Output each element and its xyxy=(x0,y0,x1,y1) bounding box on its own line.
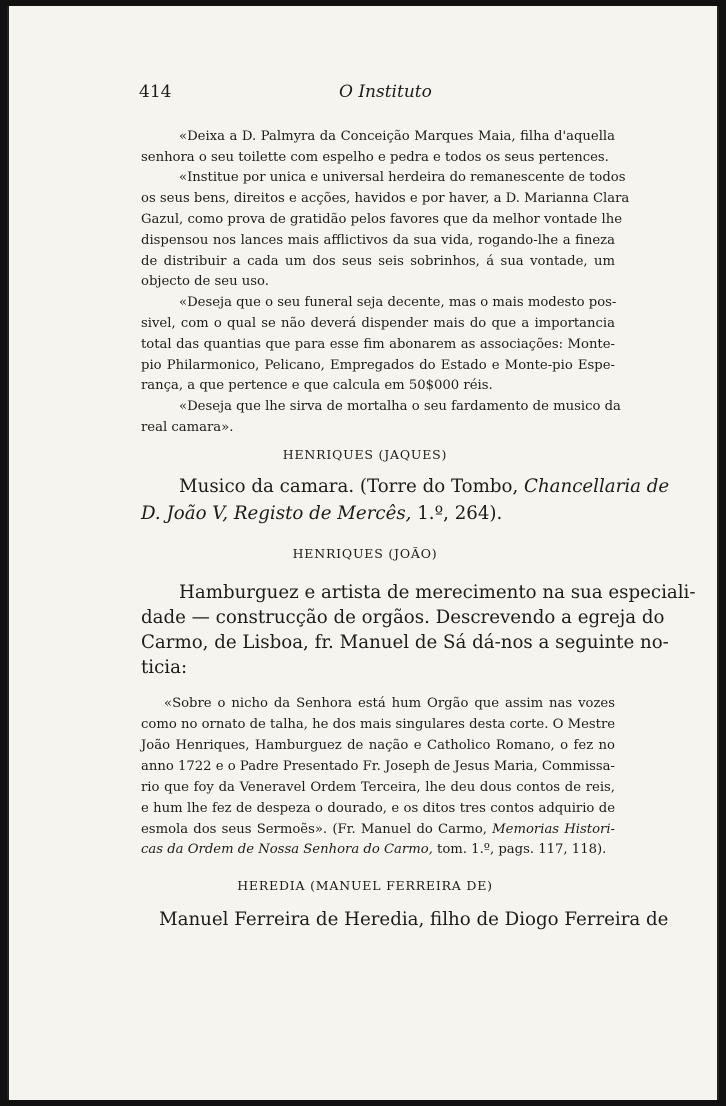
text-line: Manuel Ferreira de Heredia, filho de Diogo Ferreira de xyxy=(159,909,669,930)
text-line: Hamburguez e artista de merecimento na sua especiali- xyxy=(179,582,696,603)
text-line xyxy=(141,842,606,857)
text-line: anno 1722 e o Padre Presentado Fr. Joseph de Jesus Maria, Commissa- xyxy=(141,759,615,774)
italic-span: Chancellaria de xyxy=(524,476,670,497)
text-line: como no ornato de talha, he dos mais singulares desta corte. O Mestre xyxy=(141,717,616,732)
text-line: objecto de seu uso. xyxy=(141,274,269,289)
text-line xyxy=(179,476,670,497)
text-line: «Sobre o nicho da Senhora está hum Orgão que assim nas vozes xyxy=(164,696,615,711)
section-heading: HENRIQUES (JAQUES) xyxy=(282,447,448,462)
text-span: 1.º, 264). xyxy=(411,503,503,524)
text-line: dade — construcção de orgãos. Descrevendo a egreja do xyxy=(141,607,665,628)
text-line: senhora o seu toilette com espelho e pedra e todos os seus pertences. xyxy=(141,150,609,165)
section-heading: HENRIQUES (JOÃO) xyxy=(292,546,438,561)
italic-span: cas da Ordem de Nossa Senhora do Carmo, xyxy=(141,842,433,857)
text-line: ticia: xyxy=(141,657,188,678)
text-line: João Henriques, Hamburguez de nação e Catholico Romano, o fez no xyxy=(141,738,615,753)
text-line: rança, a que pertence e que calcula em 50$000 réis. xyxy=(141,378,493,393)
text-line xyxy=(141,503,502,524)
text-span: Musico da camara. (Torre do Tombo, xyxy=(179,476,525,497)
text-line: Carmo, de Lisboa, fr. Manuel de Sá dá-nos a seguinte no- xyxy=(141,632,669,653)
text-line xyxy=(141,822,615,837)
section-heading: HEREDIA (MANUEL FERREIRA DE) xyxy=(237,878,493,893)
running-title: O Instituto xyxy=(339,82,432,102)
text-line: real camara». xyxy=(141,420,234,435)
text-line: e hum lhe fez de despeza o dourado, e os ditos tres contos adquirio de xyxy=(141,801,615,816)
text-line: pio Philarmonico, Pelicano, Empregados do Estado e Monte-pio Espe- xyxy=(141,358,615,373)
page-number: 414 xyxy=(139,82,172,102)
text-line: de distribuir a cada um dos seus seis sobrinhos, á sua vontade, um xyxy=(141,254,615,269)
text-line: total das quantias que para esse fim abonarem as associações: Monte- xyxy=(141,337,615,352)
text-line: rio que foy da Veneravel Ordem Terceira, lhe deu dous contos de reis, xyxy=(141,780,615,795)
italic-span: Memorias Histori- xyxy=(492,822,615,837)
text-line: «Deseja que lhe sirva de mortalha o seu fardamento de musico da xyxy=(179,399,621,414)
text-line: «Deseja que o seu funeral seja decente, mas o mais modesto pos- xyxy=(179,295,617,310)
text-line: Gazul, como prova de gratidão pelos favores que da melhor vontade lhe xyxy=(141,212,623,227)
text-line: sivel, com o qual se não deverá dispender mais do que a importancia xyxy=(141,316,615,331)
text-span: tom. 1.º, pags. 117, 118). xyxy=(432,842,607,857)
italic-span: D. João V, Registo de Mercês, xyxy=(141,503,412,524)
text-line: os seus bens, direitos e acções, havidos e por haver, a D. Marianna Clara xyxy=(141,191,630,206)
text-line: dispensou nos lances mais afflictivos da sua vida, rogando-lhe a fineza xyxy=(141,233,615,248)
text-line: «Institue por unica e universal herdeira do remanescente de todos xyxy=(179,170,626,185)
book-page xyxy=(7,6,719,1100)
text-line: «Deixa a D. Palmyra da Conceição Marques Maia, filha d'aquella xyxy=(179,129,615,144)
text-span: esmola dos seus Sermoẽs». (Fr. Manuel do Carmo, xyxy=(141,822,493,837)
